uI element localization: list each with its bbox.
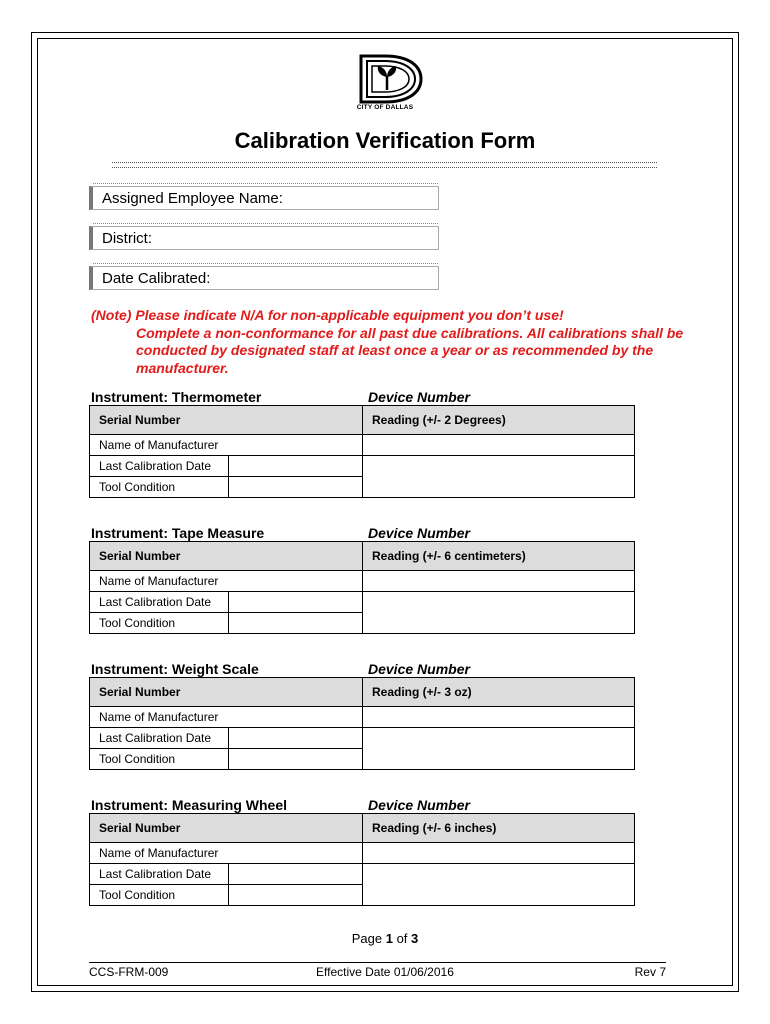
tool-condition-cell: Tool Condition <box>90 477 229 498</box>
manufacturer-cell[interactable]: Name of Manufacturer <box>90 571 363 592</box>
instrument-table <box>89 813 635 906</box>
last-calibration-value-cell[interactable] <box>229 456 363 477</box>
reading-cell[interactable]: Reading (+/- 2 Degrees) <box>363 406 635 435</box>
form-code: CCS-FRM-009 <box>89 965 169 979</box>
page-total: 3 <box>411 931 419 946</box>
city-of-dallas-logo <box>347 52 423 116</box>
note-text <box>91 307 691 377</box>
manufacturer-cell[interactable]: Name of Manufacturer <box>90 843 363 864</box>
page-of: of <box>392 931 412 946</box>
form-title: Calibration Verification Form <box>234 128 536 153</box>
reading-cell[interactable]: Reading (+/- 6 centimeters) <box>363 542 635 571</box>
employee-name-field[interactable] <box>89 186 439 210</box>
last-calibration-cell: Last Calibration Date <box>90 456 229 477</box>
last-calibration-value-cell[interactable] <box>229 592 363 613</box>
tool-condition-cell: Tool Condition <box>90 749 229 770</box>
notes-cell[interactable] <box>363 456 635 498</box>
instrument-table <box>89 541 635 634</box>
note-line-1: (Note) Please indicate N/A for non-applicable equipment you don’t use! <box>91 307 564 323</box>
dallas-d-icon <box>347 52 423 104</box>
notes-cell[interactable] <box>363 592 635 634</box>
tool-condition-cell: Tool Condition <box>90 613 229 634</box>
instrument-table <box>89 677 635 770</box>
footer-divider <box>89 962 666 963</box>
instrument-label: Instrument: Measuring Wheel <box>91 797 288 813</box>
district-label: District: <box>102 230 152 247</box>
reading-value-cell[interactable] <box>363 571 635 592</box>
tool-condition-value-cell[interactable] <box>229 613 363 634</box>
tool-condition-cell: Tool Condition <box>90 885 229 906</box>
serial-number-cell[interactable]: Serial Number <box>90 542 363 571</box>
device-number-label: Device Number <box>368 525 470 541</box>
page-prefix: Page <box>351 931 386 946</box>
reading-value-cell[interactable] <box>363 435 635 456</box>
notes-cell[interactable] <box>363 728 635 770</box>
page-number <box>0 931 770 946</box>
last-calibration-cell: Last Calibration Date <box>90 864 229 885</box>
device-number-label: Device Number <box>368 797 470 813</box>
last-calibration-cell: Last Calibration Date <box>90 728 229 749</box>
instrument-label: Instrument: Thermometer <box>91 389 262 405</box>
employee-name-label: Assigned Employee Name: <box>102 190 283 207</box>
manufacturer-cell[interactable]: Name of Manufacturer <box>90 435 363 456</box>
reading-value-cell[interactable] <box>363 843 635 864</box>
reading-cell[interactable]: Reading (+/- 6 inches) <box>363 814 635 843</box>
serial-number-cell[interactable]: Serial Number <box>90 406 363 435</box>
date-calibrated-label: Date Calibrated: <box>102 270 211 287</box>
notes-cell[interactable] <box>363 864 635 906</box>
manufacturer-cell[interactable]: Name of Manufacturer <box>90 707 363 728</box>
instrument-table <box>89 405 635 498</box>
page-current: 1 <box>385 931 393 946</box>
device-number-label: Device Number <box>368 661 470 677</box>
tool-condition-value-cell[interactable] <box>229 885 363 906</box>
logo-caption: CITY OF DALLAS <box>356 104 414 111</box>
district-field[interactable] <box>89 226 439 250</box>
instrument-label: Instrument: Tape Measure <box>91 525 265 541</box>
serial-number-cell[interactable]: Serial Number <box>90 814 363 843</box>
last-calibration-cell: Last Calibration Date <box>90 592 229 613</box>
tool-condition-value-cell[interactable] <box>229 749 363 770</box>
last-calibration-value-cell[interactable] <box>229 864 363 885</box>
revision: Rev 7 <box>634 965 666 979</box>
date-calibrated-field[interactable] <box>89 266 439 290</box>
device-number-label: Device Number <box>368 389 470 405</box>
instrument-label: Instrument: Weight Scale <box>91 661 259 677</box>
serial-number-cell[interactable]: Serial Number <box>90 678 363 707</box>
effective-date: Effective Date 01/06/2016 <box>316 965 454 979</box>
reading-cell[interactable]: Reading (+/- 3 oz) <box>363 678 635 707</box>
last-calibration-value-cell[interactable] <box>229 728 363 749</box>
reading-value-cell[interactable] <box>363 707 635 728</box>
note-line-2: Complete a non-conformance for all past due calibrations. All calibrations shall be conducted by designated staff at least once a year or as recommended by the manufacturer. <box>136 324 684 376</box>
title-divider <box>112 162 657 168</box>
tool-condition-value-cell[interactable] <box>229 477 363 498</box>
